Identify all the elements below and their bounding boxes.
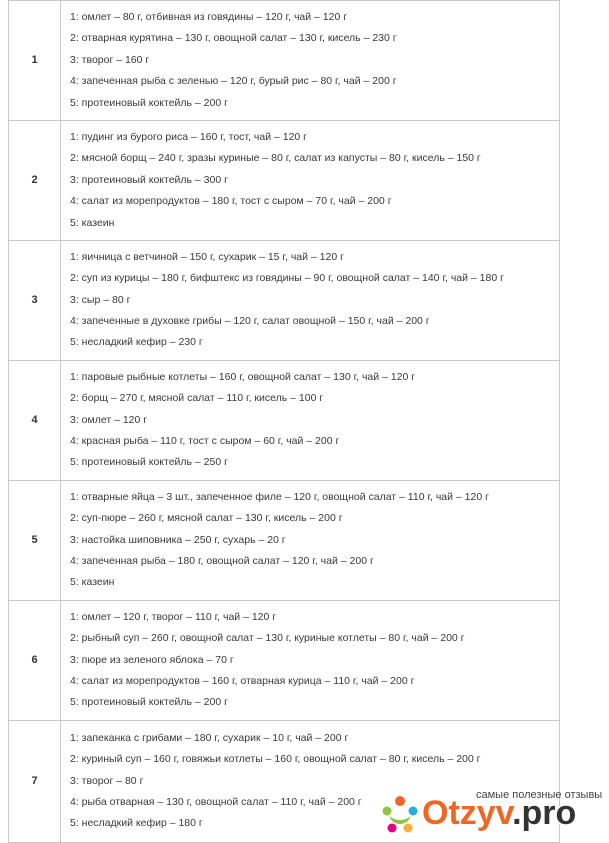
meal-item: 5: протеиновый коктейль – 200 г — [70, 96, 228, 109]
meal-item: 2: отварная курятина – 130 г, овощной салат – 130 г, кисель – 230 г — [70, 32, 397, 45]
meal-item: 5: казеин — [70, 576, 115, 589]
meal-item: 2: куриный суп – 160 г, говяжьи котлеты – 160 г, овощной салат – 80 г, кисель – 200 г — [70, 753, 481, 766]
meal-item: 3: творог – 160 г — [70, 53, 150, 66]
meal-item: 3: творог – 80 г — [70, 774, 144, 787]
meal-item: 4: салат из морепродуктов – 160 г, отварная курица – 110 г, чай – 200 г — [70, 674, 415, 687]
meal-item: 3: протеиновый коктейль – 300 г — [70, 173, 228, 186]
meal-item: 1: пудинг из бурого риса – 160 г, тост, чай – 120 г — [70, 130, 308, 143]
meal-item: 2: борщ – 270 г, мясной салат – 110 г, кисель – 100 г — [70, 392, 324, 405]
meal-item: 1: паровые рыбные котлеты – 160 г, овощной салат – 130 г, чай – 120 г — [70, 370, 416, 383]
meal-item: 3: омлет – 120 г — [70, 413, 148, 426]
meal-item: 3: сыр – 80 г — [70, 293, 131, 306]
meal-item: 1: омлет – 120 г, творог – 110 г, чай – 120 г — [70, 610, 277, 623]
meal-item: 4: запеченные в духовке грибы – 120 г, салат овощной – 150 г, чай – 200 г — [70, 315, 430, 328]
day-row — [9, 360, 560, 480]
day-row — [9, 120, 560, 240]
day-row — [9, 600, 560, 720]
meal-item: 2: мясной борщ – 240 г, зразы куриные – 80 г, салат из капусты – 80 г, кисель – 150 г — [70, 152, 481, 165]
day-number: 1 — [9, 1, 61, 121]
day-number: 3 — [9, 240, 61, 360]
day-number: 7 — [9, 720, 61, 842]
watermark-brand-tld: .pro — [512, 794, 577, 832]
meals-cell — [61, 360, 560, 480]
meal-item: 4: запеченная рыба с зеленью – 120 г, бурый рис – 80 г, чай – 200 г — [70, 75, 397, 88]
meal-item: 2: рыбный суп – 260 г, овощной салат – 130 г, куриные котлеты – 80 г, чай – 200 г — [70, 632, 465, 645]
day-row — [9, 1, 560, 121]
meal-item: 2: суп-пюре – 260 г, мясной салат – 130 г, кисель – 200 г — [70, 512, 343, 525]
meal-item: 1: отварные яйца – 3 шт., запеченное филе – 120 г, овощной салат – 110 г, чай – 120 г — [70, 490, 489, 503]
meal-item: 4: запеченная рыба – 180 г, овощной салат – 120 г, чай – 200 г — [70, 554, 374, 567]
meal-item: 4: салат из морепродуктов – 180 г, тост с сыром – 70 г, чай – 200 г — [70, 195, 392, 208]
watermark-brand-name: Otzyv — [422, 794, 513, 832]
meals-cell — [61, 1, 560, 121]
day-number: 4 — [9, 360, 61, 480]
meal-item: 5: несладкий кефир – 230 г — [70, 336, 203, 349]
meal-item: 1: омлет – 80 г, отбивная из говядины – 120 г, чай – 120 г — [70, 11, 348, 23]
meal-item: 5: протеиновый коктейль – 250 г — [70, 456, 228, 469]
meal-item: 3: пюре из зеленого яблока – 70 г — [70, 653, 234, 666]
meal-item: 1: запеканка с грибами – 180 г, сухарик – 10 г, чай – 200 г — [70, 731, 349, 744]
day-number: 5 — [9, 480, 61, 600]
meals-cell — [61, 480, 560, 600]
meals-cell — [61, 600, 560, 720]
meal-item: 5: казеин — [70, 216, 115, 229]
watermark-brand — [422, 794, 576, 833]
meals-cell — [61, 120, 560, 240]
otzyv-logo-icon — [380, 794, 420, 836]
meal-item: 4: красная рыба – 110 г, тост с сыром – 60 г, чай – 200 г — [70, 435, 340, 448]
day-row — [9, 480, 560, 600]
meal-item: 3: настойка шиповника – 250 г, сухарь – 20 г — [70, 533, 286, 546]
meal-item: 2: суп из курицы – 180 г, бифштекс из говядины – 90 г, овощной салат – 140 г, чай – 180 г — [70, 272, 504, 285]
day-number: 2 — [9, 120, 61, 240]
diet-plan-table — [8, 0, 560, 843]
day-row — [9, 240, 560, 360]
meal-item: 1: яичница с ветчиной – 150 г, сухарик – 15 г, чай – 120 г — [70, 250, 344, 263]
meal-item: 5: несладкий кефир – 180 г — [70, 817, 203, 830]
meals-cell — [61, 240, 560, 360]
otzyv-watermark — [380, 784, 609, 840]
watermark-tagline: самые полезные отзывы — [476, 789, 603, 801]
day-number: 6 — [9, 600, 61, 720]
meal-item: 4: рыба отварная – 130 г, овощной салат – 110 г, чай – 200 г — [70, 795, 362, 808]
meal-item: 5: протеиновый коктейль – 200 г — [70, 696, 228, 709]
